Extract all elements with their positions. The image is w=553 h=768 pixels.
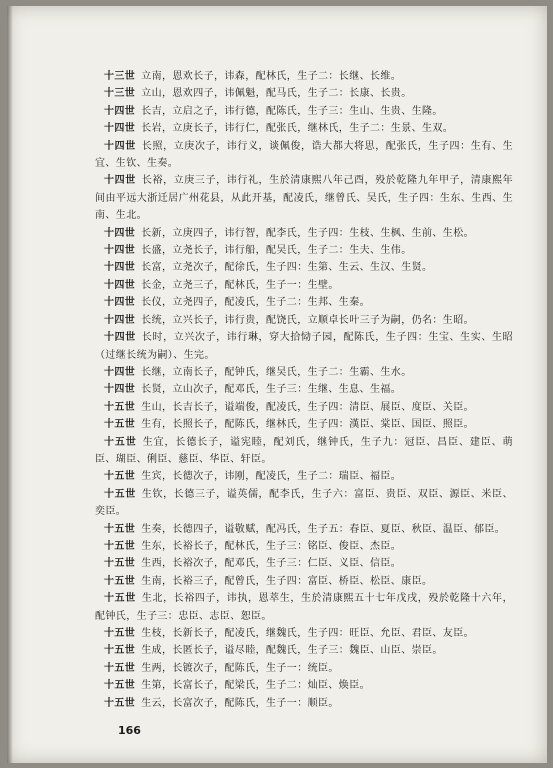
generation-label: 十五世 — [104, 419, 136, 431]
genealogy-entry — [95, 85, 513, 102]
generation-label: 十三世 — [104, 71, 136, 82]
genealogy-entry — [95, 625, 513, 642]
genealogy-entry — [95, 416, 513, 433]
genealogy-entry — [95, 277, 513, 294]
generation-label: 十五世 — [104, 401, 136, 413]
entry-text: 长照，立庚次子，讳行义，谈佩俊，诰大都大将思，配张氏，生子四：生有、生宜、生钦、生奏。 — [95, 140, 514, 170]
genealogy-entry — [95, 381, 513, 398]
genealogy-entry — [95, 364, 513, 381]
entry-text: 立南，恩欢长子，讳森，配林氏，生子二：长继、长维。 — [141, 71, 402, 82]
genealogy-entry — [95, 242, 513, 259]
entry-text: 长岩，立庚长子，讳行仁，配张氏，继林氏，生子二：生景、生双。 — [141, 123, 454, 135]
entry-text: 生枝，长新长子，配凌氏，继魏氏，生子四：旺臣、允臣、君臣、友臣。 — [141, 628, 475, 639]
entry-text: 长裕，立庚三子，讳行礼，生於清康熙八年己酉，殁於乾隆九年甲子，清康熙年间由平远大浙迁居广州花县，从此开基，配凌氏，继曾氏、吴氏，生子四：生东、生西、生南、生北。 — [95, 175, 514, 222]
entry-text: 生两，长镀次子，配陈氏，生子一：统臣。 — [141, 662, 339, 674]
entry-text: 生云，长富次子，配陈氏，生子一：顺臣。 — [141, 697, 339, 709]
genealogy-entry — [95, 642, 513, 659]
genealogy-entry — [95, 172, 513, 224]
generation-label: 十五世 — [104, 628, 136, 639]
genealogy-entry — [95, 555, 513, 572]
genealogy-entry — [95, 486, 513, 521]
entry-text: 生有，长照长子，配陈氏，继林氏，生子四：漢臣、棠臣、国臣、照臣。 — [141, 419, 475, 431]
genealogy-entry — [95, 399, 513, 416]
entry-text: 生奏，长德四子，谥敬赋，配冯氏，生子五：春臣、夏臣、秋臣、温臣、郁臣。 — [141, 523, 506, 535]
entry-text: 长继，立南长子，配钟氏，继吴氏，生子二：生霸、生水。 — [141, 366, 412, 378]
generation-label: 十四世 — [104, 314, 136, 326]
generation-label: 十四世 — [104, 384, 136, 396]
entry-text: 生宜，长德长子，谥宪睦，配刘氏，继钟氏，生子九：冠臣、昌臣、建臣、萌臣、瑚臣、俐臣、慈臣、华臣、轩臣。 — [95, 436, 513, 465]
genealogy-entry — [95, 120, 513, 137]
genealogy-entry — [95, 68, 513, 85]
generation-label: 十五世 — [104, 575, 136, 587]
generation-label: 十五世 — [104, 471, 136, 483]
entry-text: 长贤，立山次子，配邓氏，生子三：生继、生息、生福。 — [141, 384, 402, 396]
generation-label: 十四世 — [104, 105, 136, 117]
entry-text: 生宾，长德次子，讳刚，配凌氏，生子二：瑞臣、福臣。 — [141, 471, 402, 483]
genealogy-entry — [95, 103, 513, 120]
entry-text: 生北，长裕四子，讳执，恩萃生，生於清康熙五十七年戊戌，殁於乾隆十六年，配钟氏，生子三：忠臣、志臣、恕臣。 — [95, 593, 514, 622]
entry-text: 长金，立尧三子，配林氏，生子一：生壁。 — [141, 279, 339, 291]
entry-text: 生成，长匿长子，谥尽睦，配魏氏，生子三：魏臣、山臣、崇臣。 — [141, 645, 443, 657]
generation-label: 十五世 — [104, 662, 136, 674]
genealogy-text — [95, 68, 513, 712]
entry-text: 生钦，长德三子，谥英儒，配李氏，生子六：富臣、贵臣、双臣、源臣、米臣、奕臣。 — [95, 488, 514, 518]
genealogy-entry — [95, 573, 513, 590]
genealogy-entry — [95, 660, 513, 677]
genealogy-entry — [95, 294, 513, 311]
entry-text: 生山，长吉长子，谥端俊，配凌氏，生子四：清臣、展臣、度臣、关臣。 — [141, 401, 475, 413]
generation-label: 十五世 — [104, 645, 136, 657]
generation-label: 十五世 — [104, 680, 136, 692]
genealogy-entry — [95, 677, 513, 694]
entry-text: 长时，立兴次子，讳行琳，穿大拾恸子园，配陈氏，生子四：生宝、生实、生昭（过继长统为嗣）、生完。 — [95, 332, 514, 361]
generation-label: 十五世 — [104, 697, 136, 709]
generation-label: 十五世 — [104, 558, 136, 570]
generation-label: 十四世 — [104, 366, 136, 378]
generation-label: 十五世 — [104, 523, 136, 535]
entry-text: 立山，恩欢四子，讳佩魁，配马氏，生子二：长康、长贵。 — [141, 88, 412, 100]
genealogy-entry — [95, 225, 513, 242]
generation-label: 十四世 — [104, 227, 136, 239]
entry-text: 长吉，立启之子，讳行德，配陈氏，生子三：生山、生贵、生隆。 — [141, 105, 443, 117]
generation-label: 十四世 — [104, 262, 136, 274]
genealogy-entry — [95, 312, 513, 329]
generation-label: 十四世 — [104, 175, 136, 187]
entry-text: 长仪，立尧四子，配凌氏，生子二：生邦、生秦。 — [141, 297, 371, 309]
generation-label: 十五世 — [104, 540, 136, 552]
generation-label: 十五世 — [104, 436, 137, 448]
entry-text: 长新，立庚四子，讳行智，配李氏，生子四：生枝、生枫、生前、生松。 — [141, 227, 475, 239]
generation-label: 十四世 — [104, 332, 136, 344]
entry-text: 生南，长裕三子，配曾氏，生子四：富臣、桥臣、松臣、康臣。 — [141, 575, 433, 587]
generation-label: 十四世 — [104, 123, 136, 135]
entry-text: 生东，长裕长子，配林氏，生子三：铭臣、俊臣、杰臣。 — [141, 540, 402, 552]
genealogy-entry — [95, 590, 513, 625]
entry-text: 生第，长富长子，配梁氏，生子二：灿臣、焕臣。 — [141, 680, 371, 692]
genealogy-entry — [95, 434, 513, 469]
genealogy-entry — [95, 138, 513, 173]
generation-label: 十四世 — [104, 245, 136, 257]
entry-text: 长盛，立尧长子，讳行船，配吴氏，生子二：生夫、生伟。 — [141, 245, 412, 257]
generation-label: 十五世 — [104, 593, 136, 605]
generation-label: 十四世 — [104, 140, 136, 152]
genealogy-entry — [95, 329, 513, 364]
genealogy-entry — [95, 259, 513, 276]
genealogy-entry — [95, 468, 513, 485]
generation-label: 十四世 — [104, 279, 136, 291]
generation-label: 十三世 — [104, 88, 136, 100]
genealogy-entry — [95, 695, 513, 712]
genealogy-entry — [95, 521, 513, 538]
generation-label: 十四世 — [104, 297, 136, 309]
generation-label: 十五世 — [104, 488, 136, 500]
entry-text: 长富，立尧次子，配徐氏，生子四：生第、生云、生汉、生贤。 — [141, 262, 433, 274]
entry-text: 长统，立兴长子，讳行贵，配饶氏，立顺卓长叶三子为嗣，仍名：生昭。 — [141, 314, 475, 326]
book-page — [7, 6, 547, 763]
genealogy-entry — [95, 538, 513, 555]
entry-text: 生西，长裕次子，配邓氏，生子三：仁臣、义臣、信臣。 — [141, 558, 402, 570]
page-number: 166 — [118, 724, 141, 737]
